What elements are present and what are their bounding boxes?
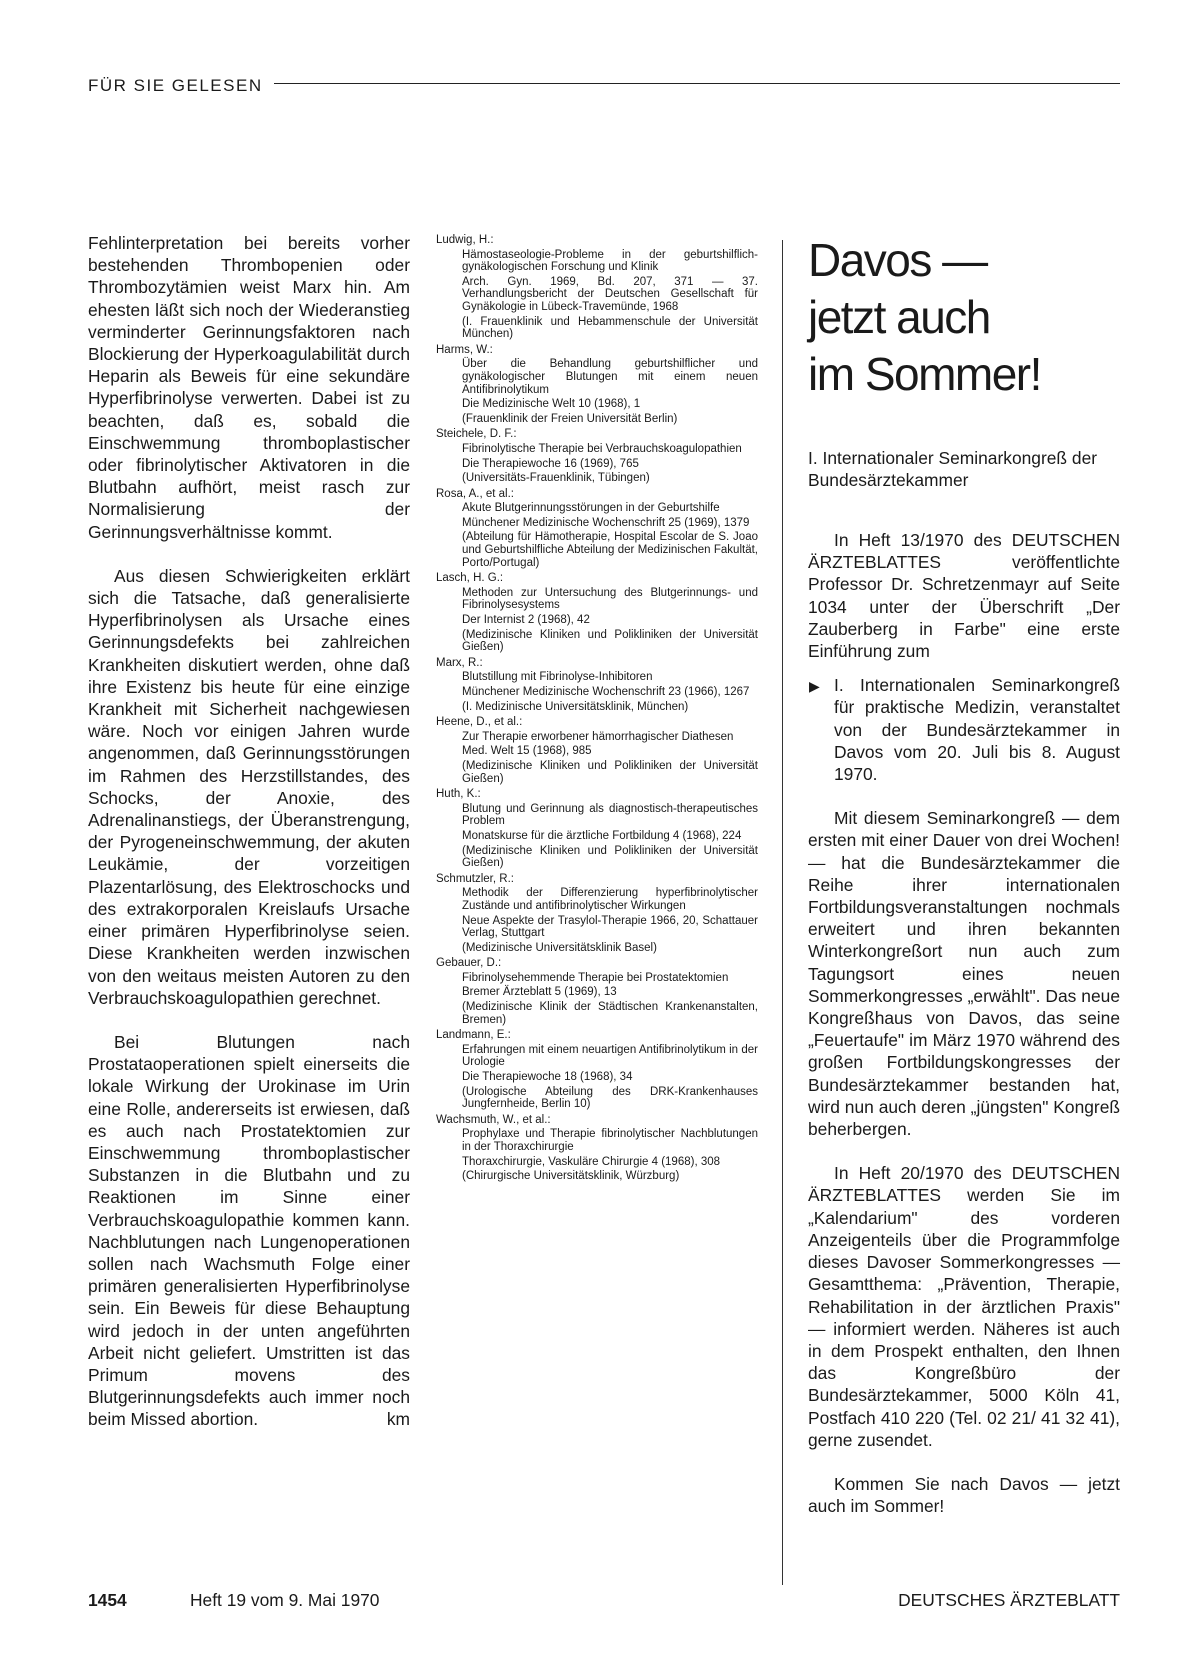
reference-author: Landmann, E.: xyxy=(436,1029,511,1042)
reference-author: Huth, K.: xyxy=(436,788,481,801)
reference-title: Zur Therapie erworbener hämorrhagischer Diathesen xyxy=(462,730,734,743)
headline-line: jetzt auch xyxy=(808,291,990,343)
article-headline xyxy=(808,232,1120,403)
header-rule xyxy=(274,83,1120,84)
paragraph: In Heft 20/1970 des DEUTSCHEN ÄRZTEBLATTES werden Sie im „Kalendarium" des vorderen Anzeigenteils über die Programmfolge dieses Davoser Sommerkongresses — Gesamtthema: „Prävention, Therapie, Rehabilitation in der ärztlichen Praxis" — informiert werden. Näheres ist auch in dem Prospekt enthalten, den Ihnen das Kongreßbüro der Bundesärztekammer, 5000 Köln 41, Postfach 410 220 (Tel. 02 21/ 41 32 41), gerne zusendet. xyxy=(808,1163,1120,1450)
reference-source: Neue Aspekte der Trasylol-Therapie 1966, 20, Schattauer Verlag, Stuttgart xyxy=(462,914,758,940)
reference-title: Über die Behandlung geburtshilflicher und gynäkologischer Blutungen mit einem neuen Antifibrinolytikum xyxy=(462,358,758,396)
reference-title: Fibrinolysehemmende Therapie bei Prostatektomien xyxy=(462,971,729,984)
reference-institution: (Chirurgische Universitätsklinik, Würzburg) xyxy=(462,1170,680,1183)
headline-line: im Sommer! xyxy=(808,348,1041,400)
bullet-paragraph xyxy=(808,674,1120,785)
reference-entry xyxy=(436,428,758,484)
reference-author: Rosa, A., et al.: xyxy=(436,487,514,500)
reference-author: Gebauer, D.: xyxy=(436,957,502,970)
reference-title: Fibrinolytische Therapie bei Verbrauchskoagulopathien xyxy=(462,442,742,455)
reference-institution: (I. Frauenklinik und Hebammenschule der Universität München) xyxy=(462,315,758,341)
reference-source: Der Internist 2 (1968), 42 xyxy=(462,614,590,627)
reference-author: Schmutzler, R.: xyxy=(436,872,514,885)
paragraph xyxy=(88,1031,410,1431)
issue-info: Heft 19 vom 9. Mai 1970 xyxy=(190,1590,380,1610)
reference-title: Methodik der Differenzierung hyperfibrinolytischer Zustände und antifibrinolytischer Wirkungen xyxy=(462,887,758,912)
author-initials: km xyxy=(386,1409,410,1430)
page-number: 1454 xyxy=(88,1590,127,1610)
reference-author: Lasch, H. G.: xyxy=(436,572,504,585)
reference-entry xyxy=(436,657,758,713)
reference-source: Med. Welt 15 (1968), 985 xyxy=(462,745,592,758)
reference-entry xyxy=(436,788,758,870)
references-list xyxy=(436,234,758,1186)
column-divider xyxy=(782,240,783,1585)
reference-institution: (Medizinische Kliniken und Polikliniken der Universität Gießen) xyxy=(462,844,758,870)
reference-entry xyxy=(436,957,758,1026)
reference-institution: (Universitäts-Frauenklinik, Tübingen) xyxy=(462,472,650,485)
reference-author: Harms, W.: xyxy=(436,343,493,356)
reference-entry xyxy=(436,572,758,654)
reference-institution: (Frauenklinik der Freien Universität Berlin) xyxy=(462,412,678,425)
reference-title: Erfahrungen mit einem neuartigen Antifibrinolytikum in der Urologie xyxy=(462,1043,758,1069)
paragraph: Kommen Sie nach Davos — jetzt auch im Sommer! xyxy=(808,1473,1120,1517)
reference-title: Methoden zur Untersuchung des Blutgerinnungs- und Fibrinolysesystems xyxy=(462,586,758,612)
reference-source: Münchener Medizinische Wochenschrift 25 (1969), 1379 xyxy=(462,516,750,529)
bullet-text: I. Internationalen Seminarkongreß für praktische Medizin, veranstaltet von der Bundesärztekammer in Davos vom 20. Juli bis 8. August 1970. xyxy=(834,675,1120,785)
reference-title: Blutung und Gerinnung als diagnostisch-therapeutisches Problem xyxy=(462,802,758,828)
reference-source: Die Therapiewoche 16 (1969), 765 xyxy=(462,457,639,470)
journal-name: DEUTSCHES ÄRZTEBLATT xyxy=(898,1590,1120,1610)
reference-author: Heene, D., et al.: xyxy=(436,716,523,729)
reference-source: Bremer Ärzteblatt 5 (1969), 13 xyxy=(462,986,617,999)
paragraph: In Heft 13/1970 des DEUTSCHEN ÄRZTEBLATTES veröffentlichte Professor Dr. Schretzenmayr auf Seite 1034 unter der Überschrift „Der Zauberberg in Farbe" eine erste Einführung zum xyxy=(808,530,1120,662)
reference-title: Blutstillung mit Fibrinolyse-Inhibitoren xyxy=(462,671,653,684)
reference-entry xyxy=(436,716,758,785)
reference-institution: (Urologische Abteilung des DRK-Krankenhauses Jungfernheide, Berlin 10) xyxy=(462,1085,758,1111)
headline-line: Davos — xyxy=(808,234,987,286)
reference-entry xyxy=(436,488,758,570)
reference-author: Wachsmuth, W., et al.: xyxy=(436,1113,551,1126)
reference-author: Marx, R.: xyxy=(436,656,483,669)
paragraph: Mit diesem Seminarkongreß — dem ersten mit einer Dauer von drei Wochen! — hat die Bundesärztekammer die Reihe ihrer internationalen Fortbildungsveranstaltungen nochmals erweitert und ihren bekannten Winterkongreßort nun auch zum Tagungsort eines neuen Sommerkongresses „erwählt". Das neue Kongreßhaus von Davos, das seine „Feuertaufe" im März 1970 während des großen Fortbildungskongresses der Bundesärztekammer bestanden hat, wird nun auch deren „jüngsten" Kongreß beherbergen. xyxy=(808,808,1120,1140)
reference-entry xyxy=(436,1029,758,1111)
reference-entry xyxy=(436,234,758,341)
reference-author: Ludwig, H.: xyxy=(436,234,494,246)
reference-author: Steichele, D. F.: xyxy=(436,428,517,441)
reference-source: Die Medizinische Welt 10 (1968), 1 xyxy=(462,398,641,411)
reference-institution: (Medizinische Kliniken und Polikliniken der Universität Gießen) xyxy=(462,759,758,785)
body-column-left xyxy=(88,232,410,1431)
section-label: FÜR SIE GELESEN xyxy=(88,76,263,95)
reference-institution: (Medizinische Kliniken und Polikliniken der Universität Gießen) xyxy=(462,628,758,654)
reference-source: Arch. Gyn. 1969, Bd. 207, 371 — 37. Verhandlungsbericht der Deutschen Gesellschaft für Gynäkologie in Lübeck-Travemünde, 1968 xyxy=(462,275,758,313)
reference-title: Akute Blutgerinnungsstörungen in der Geburtshilfe xyxy=(462,502,720,515)
reference-entry xyxy=(436,873,758,955)
reference-source: Münchener Medizinische Wochenschrift 23 (1966), 1267 xyxy=(462,686,750,698)
reference-source: Monatskurse für die ärztliche Fortbildung 4 (1968), 224 xyxy=(462,829,742,842)
reference-institution: (Medizinische Klinik der Städtischen Krankenanstalten, Bremen) xyxy=(462,1001,758,1026)
paragraph-text: Bei Blutungen nach Prostataoperationen spielt einerseits die lokale Wirkung der Urokinase im Urin eine Rolle, andererseits ist erwiesen, daß es auch nach Prostatektomien zur Einschwemmung thromboplastischer Substanzen in die Blutbahn und zu Reaktionen im Sinne einer Verbrauchskoagulopathie kommen kann. Nachblutungen nach Lungenoperationen sollen nach Wachsmuth Folge einer primären generalisierten Hyperfibrinolyse sein. Ein Beweis für diese Behauptung wird jedoch in der unten angeführten Arbeit nicht geliefert. Umstritten ist das Primum movens des Blutgerinnungsdefekts auch immer noch beim Missed abortion. xyxy=(88,1031,410,1430)
article-column xyxy=(808,232,1120,1517)
paragraph: Fehlinterpretation bei bereits vorher bestehenden Thrombopenien oder Thrombozytämien weist Marx hin. Am ehesten läßt sich noch der Wiederanstieg verminderter Gerinnungsfaktoren nach Blockierung der Hyperkoagulabilität durch Heparin als Beweis für eine sekundäre Hyperfibrinolyse verwerten. Dabei ist zu beachten, daß es, sobald die Einschwemmung thromboplastischer oder fibrinolytischer Aktivatoren in die Blutbahn aufhört, meist rasch zur Normalisierung der Gerinnungsverhältnisse kommt. xyxy=(88,233,410,542)
reference-source: Die Therapiewoche 18 (1968), 34 xyxy=(462,1071,633,1084)
reference-entry xyxy=(436,344,758,426)
reference-institution: (Medizinische Universitätsklinik Basel) xyxy=(462,941,657,954)
reference-institution: (Abteilung für Hämotherapie, Hospital Escolar de S. Joao und Geburtshilfliche Abteilung der Medizinischen Fakultät, Porto/Portugal) xyxy=(462,531,758,569)
triangle-bullet-icon: ▶ xyxy=(809,678,820,695)
reference-entry xyxy=(436,1114,758,1183)
reference-institution: (I. Medizinische Universitätsklinik, München) xyxy=(462,700,689,713)
article-subhead: I. Internationaler Seminarkongreß der Bundesärztekammer xyxy=(808,448,1098,490)
reference-source: Thoraxchirurgie, Vaskuläre Chirurgie 4 (1968), 308 xyxy=(462,1155,721,1168)
article-body xyxy=(808,529,1120,1517)
paragraph: Aus diesen Schwierigkeiten erklärt sich die Tatsache, daß generalisierte Hyperfibrinolysen als Ursache eines Gerinnungsdefekts bei zahlreichen Krankheiten diskutiert werden, ohne daß ihre Existenz bis heute für eine einzige Krankheit mit Sicherheit nachgewiesen wäre. Noch vor einigen Jahren wurde angenommen, daß Gerinnungsstörungen im Rahmen des Herzstillstandes, des Schocks, der Anoxie, des Adrenalinanstiegs, der Überanstrengung, der Pyrogeneinschwemmung, der akuten Leukämie, der vorzeitigen Plazentarlösung, des Elektroschocks und des extrakorporalen Kreislaufs Ursache einer primären Hyperfibrinolyse seien. Diese Krankheiten werden inzwischen von den weitaus meisten Autoren zu den Verbrauchskoagulopathien gerechnet. xyxy=(88,565,410,1008)
reference-title: Prophylaxe und Therapie fibrinolytischer Nachblutungen in der Thoraxchirurgie xyxy=(462,1128,758,1153)
reference-title: Hämostaseologie-Probleme in der geburtshilflich-gynäkologischen Forschung und Klinik xyxy=(462,248,758,274)
